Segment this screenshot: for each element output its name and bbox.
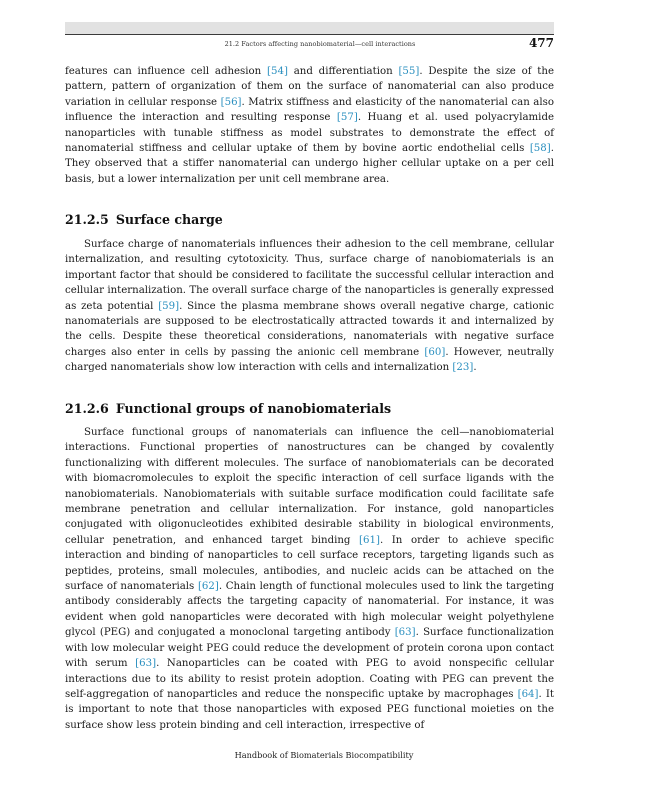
- body-text: . Despite the size of the pattern, pattern of organization of them on the surface of nanomaterial can also produce variation in cellular response: [65, 66, 554, 108]
- citation-link[interactable]: [63]: [135, 658, 157, 670]
- section-number: 21.2.5: [65, 212, 109, 227]
- page-number: 477: [528, 36, 554, 50]
- body-text: Surface functional groups of nanomaterials can influence the cell—nanobiomaterial interactions. Functional properties of nanostructures can be changed by covalently functionalizing with different molecules. The surface of nanobiomaterials can be decorated with biomacromolecules to exploit the specific interaction of cell surface ligands with the nanobiomaterials. Nanobiomaterials with suitable surface modification could facilitate safe membrane penetration and cellular internalization. For instance, gold nanoparticles conjugated with oligonucleotides exhibited desirable stability in biological environments, cellular penetration, and enhanced target binding: [65, 427, 554, 546]
- citation-link[interactable]: [63]: [394, 627, 416, 639]
- body-text: . It is important to note that those nanoparticles with exposed PEG functional moieties on the surface show less protein binding and cell interaction, irrespective of: [65, 688, 554, 731]
- header-rule: [65, 34, 554, 35]
- body-text: .: [473, 362, 477, 374]
- citation-link[interactable]: [58]: [529, 143, 551, 155]
- citation-link[interactable]: [54]: [267, 66, 288, 77]
- section-heading-surface-charge: [65, 212, 223, 227]
- citation-link[interactable]: [55]: [398, 66, 420, 77]
- section-title: Functional groups of nanobiomaterials: [115, 401, 392, 416]
- body-text: . Nanoparticles can be coated with PEG to avoid nonspecific cellular interactions due to its ability to resist protein adoption. Coating with PEG can prevent the self-aggregation of nanoparticles and reduce the nonspecific uptake by macrophages: [65, 658, 554, 700]
- body-text: . Matrix stiffness and elasticity of the nanomaterial can also influence the interaction and resulting response: [65, 96, 554, 124]
- running-header: 21.2 Factors affecting nanobiomaterial—cell interactions: [224, 40, 416, 48]
- body-text: . Since the plasma membrane shows overall negative charge, cationic nanomaterials are supposed to be electrostatically attracted towards it and internalized by the cells. Despite these theoretical considerations, nanomaterials with negative surface charges also enter in cells by passing the anionic cell membrane: [65, 300, 554, 358]
- section-number: 21.2.6: [65, 401, 109, 416]
- body-text: Surface charge of nanomaterials influences their adhesion to the cell membrane, cellular internalization, and resulting cytotoxicity. Thus, surface charge of nanobiomaterials is an important factor that should be considered to facilitate the successful cellular interaction and cellular internalization. The overall surface charge of the nanoparticles is generally expressed as zeta potential: [65, 239, 554, 312]
- citation-link[interactable]: [56]: [220, 96, 242, 108]
- body-text: . However, neutrally charged nanomaterials show low interaction with cells and internalization: [65, 346, 554, 374]
- section-heading-functional-groups: [65, 401, 391, 416]
- body-text: . Huang et al. used polyacrylamide nanoparticles with tunable stiffness as model substrates to demonstrate the effect of nanomaterial stiffness and cellular uptake of them by bovine aortic endothelial cells: [65, 112, 554, 155]
- functional-groups-paragraph: [65, 425, 554, 733]
- section-title: Surface charge: [115, 212, 223, 227]
- body-text: . Surface functionalization with low molecular weight PEG could reduce the development of protein corona upon contact with serum: [65, 627, 554, 670]
- citation-link[interactable]: [61]: [359, 534, 380, 546]
- body-text: . They observed that a stiffer nanomaterial can undergo higher cellular uptake on a per cell basis, but a lower internalization per unit cell membrane area.: [65, 143, 554, 185]
- body-text: . Chain length of functional molecules used to link the targeting antibody considerably affects the targeting capacity of nanomaterial. For instance, it was evident when gold nanoparticles were decorated with high molecular weight polyethylene glycol (PEG) and conjugated a monoclonal targeting antibody: [65, 581, 555, 639]
- citation-link[interactable]: [64]: [517, 688, 539, 700]
- citation-link[interactable]: [23]: [452, 362, 474, 374]
- header-bar: [65, 22, 554, 34]
- body-text: . In order to achieve specific interaction and binding of nanoparticles to cell surface receptors, targeting ligands such as peptides, proteins, small molecules, antibodies, and nucleic acids can be attached on the surface of nanomaterials: [65, 534, 554, 593]
- citation-link[interactable]: [60]: [424, 346, 446, 358]
- citation-link[interactable]: [59]: [158, 300, 180, 312]
- body-text: and differentiation: [287, 66, 399, 77]
- intro-paragraph: [65, 64, 554, 187]
- book-title-footer: Handbook of Biomaterials Biocompatibility: [234, 750, 414, 760]
- body-text: features can influence cell adhesion: [65, 66, 268, 77]
- surface-charge-paragraph: [65, 237, 554, 376]
- citation-link[interactable]: [62]: [197, 581, 219, 593]
- citation-link[interactable]: [57]: [336, 112, 358, 124]
